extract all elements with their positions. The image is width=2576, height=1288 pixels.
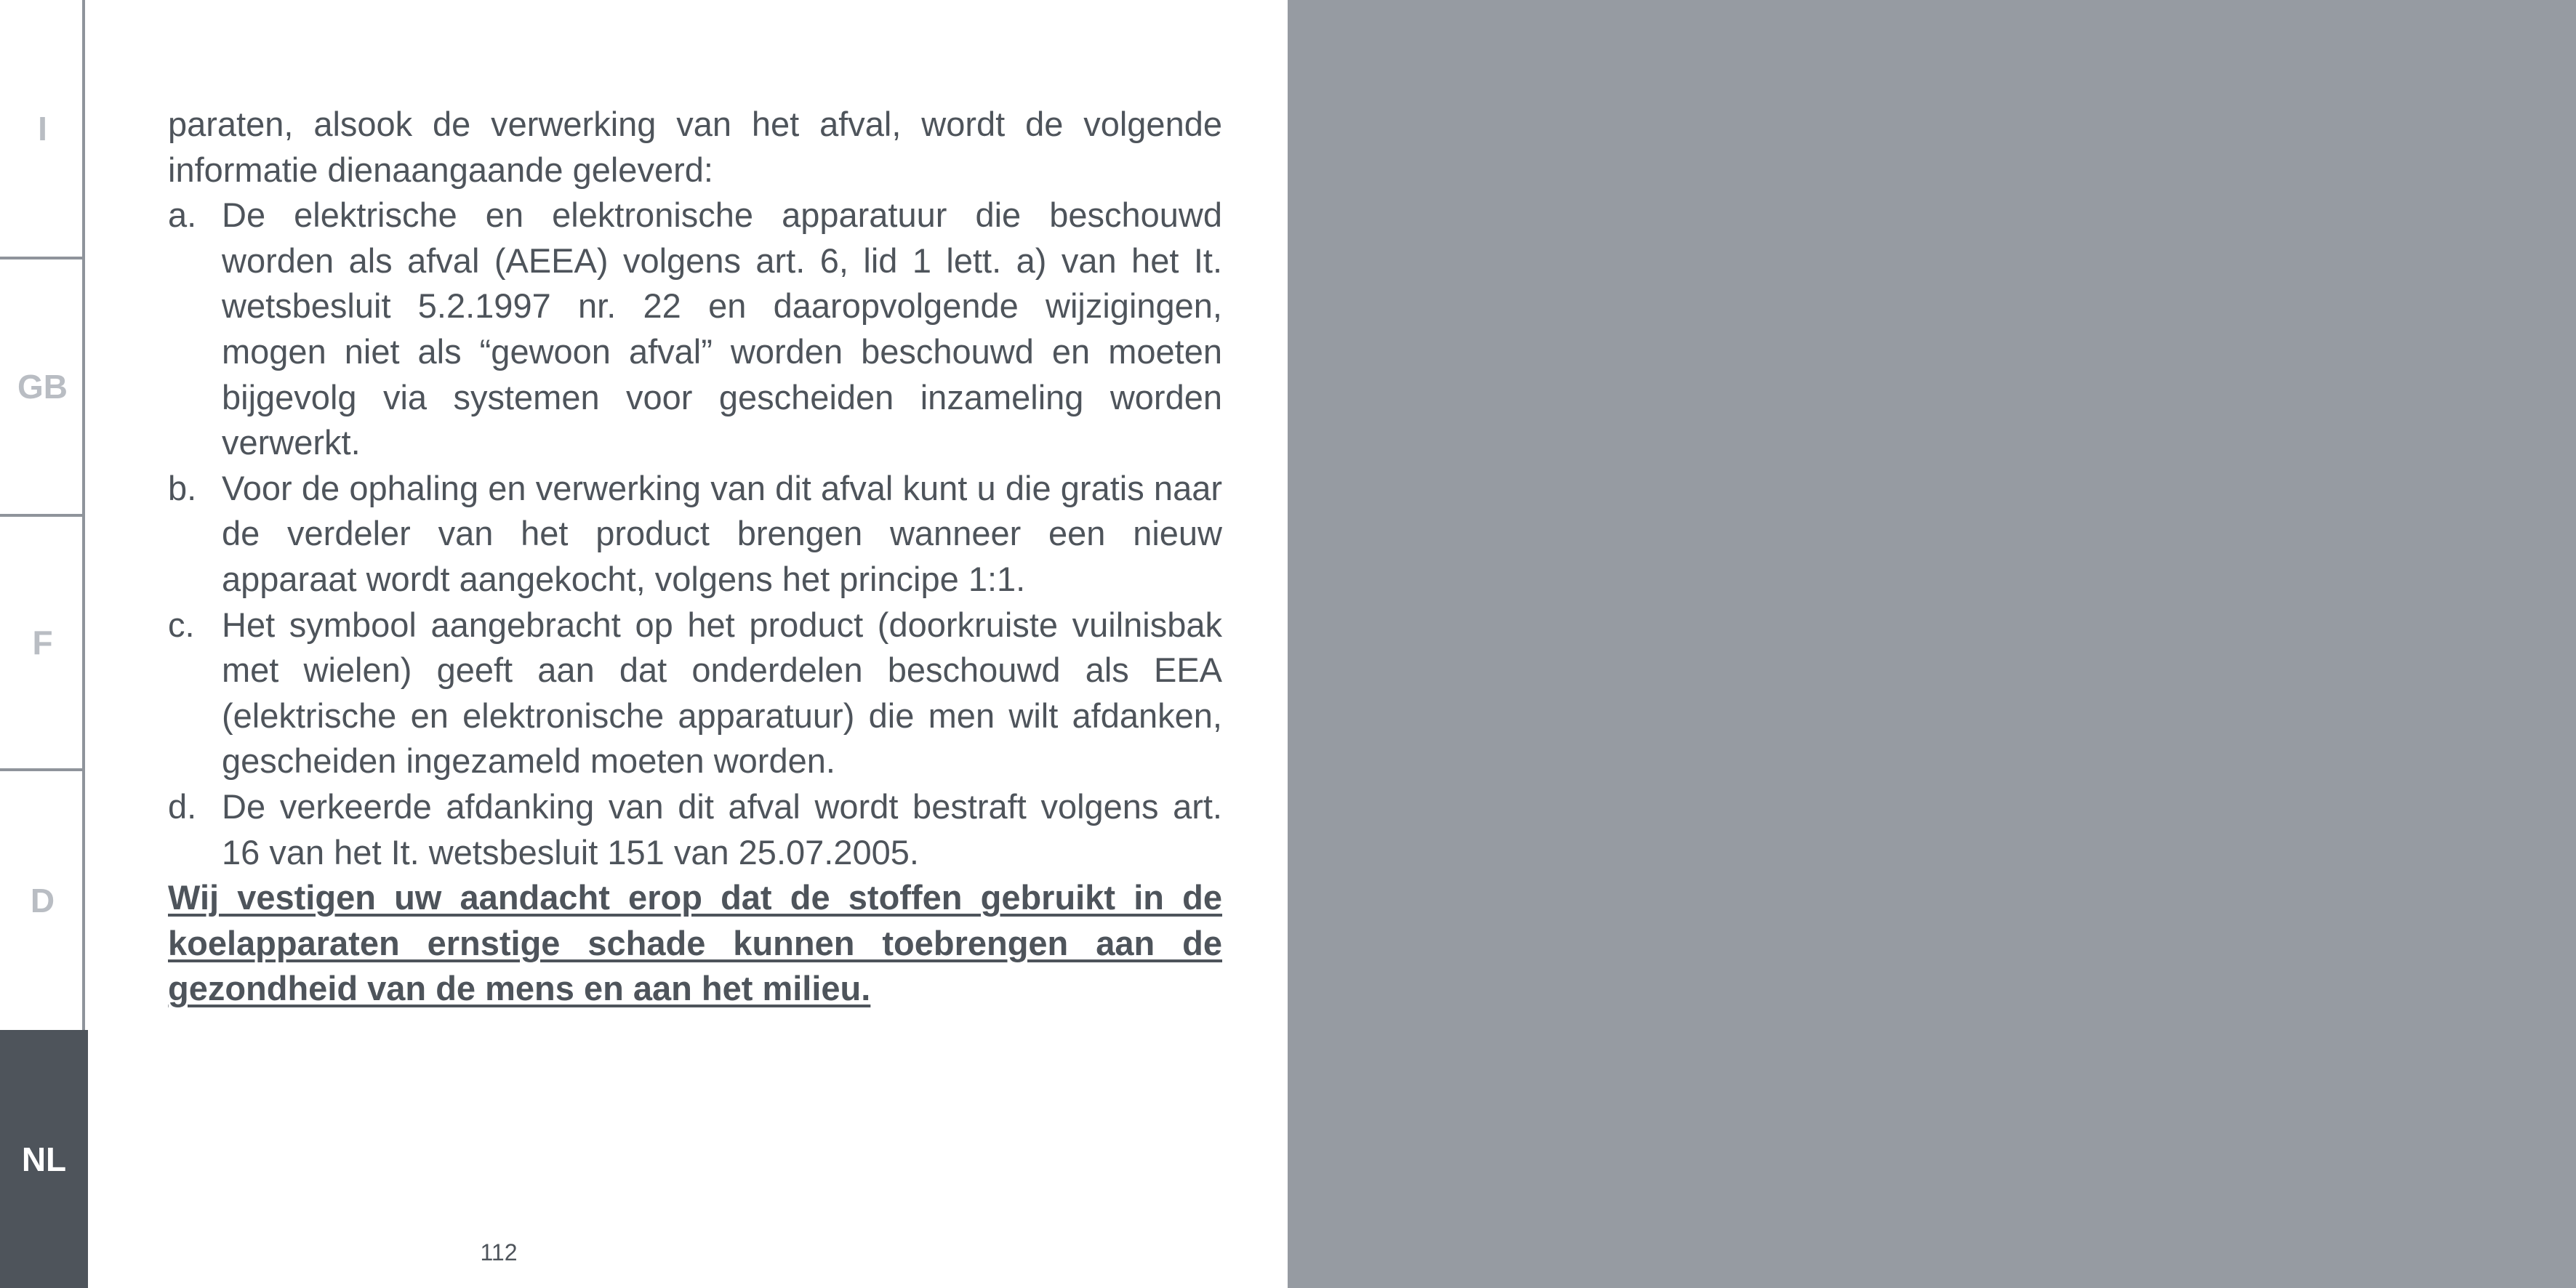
language-tab-nl[interactable]: NL: [0, 1030, 88, 1288]
list-item-b: [168, 466, 1222, 603]
page-number-container: [88, 1239, 1288, 1266]
list-item-c: [168, 603, 1222, 784]
document-page: [88, 0, 1288, 1288]
language-tab-d[interactable]: D: [30, 882, 55, 919]
list-text: Voor de ophaling en verwerking van dit afval kunt u die gratis naar de verdeler van het product brengen wanneer een nieuw apparaat wordt aangekocht, volgens het principe 1:1.: [222, 468, 1222, 598]
list-text: De elektrische en elektronische apparatuur die beschouwd worden als afval (AEEA) volgens art. 6, lid 1 lett. a) van het It. wetsbesluit 5.2.1997 nr. 22 en daaropvolgende wijzigingen, mogen niet als “gewoon afval” worden beschouwd en moeten bijgevolg via systemen voor gescheiden inzameling worden verwerkt.: [222, 196, 1222, 462]
language-tab-gb[interactable]: GB: [0, 259, 85, 517]
list-letter: b.: [168, 468, 197, 507]
language-tab-i[interactable]: I: [0, 0, 85, 259]
blank-gray-panel: [1288, 0, 2576, 1288]
page-number: 112: [480, 1239, 518, 1265]
list-text: Het symbool aangebracht op het product (doorkruiste vuilnisbak met wielen) geeft aan dat onderdelen beschouwd als EEA (elektrische en elektronische apparatuur) die men wilt afdanken, gescheiden ingezameld moeten worden.: [222, 605, 1222, 781]
body-text: [168, 102, 1222, 1012]
language-tab-strip: [0, 0, 85, 1288]
intro-paragraph: paraten, alsook de verwerking van het afval, wordt de volgende informatie dienaangaande geleverd:: [168, 105, 1222, 189]
list-letter: a.: [168, 196, 197, 235]
list-text: De verkeerde afdanking van dit afval wordt bestraft volgens art. 16 van het It. wetsbesluit 151 van 25.07.2005.: [222, 786, 1222, 872]
list-item-d: [168, 784, 1222, 875]
language-tab-f[interactable]: F: [0, 517, 85, 771]
list-letter: c.: [168, 605, 195, 644]
warning-paragraph: Wij vestigen uw aandacht erop dat de stoffen gebruikt in de koelapparaten ernstige schade kunnen toebrengen aan de gezondheid van de mens en aan het milieu.: [168, 878, 1222, 1008]
list-item-a: [168, 193, 1222, 466]
list-letter: d.: [168, 786, 197, 826]
